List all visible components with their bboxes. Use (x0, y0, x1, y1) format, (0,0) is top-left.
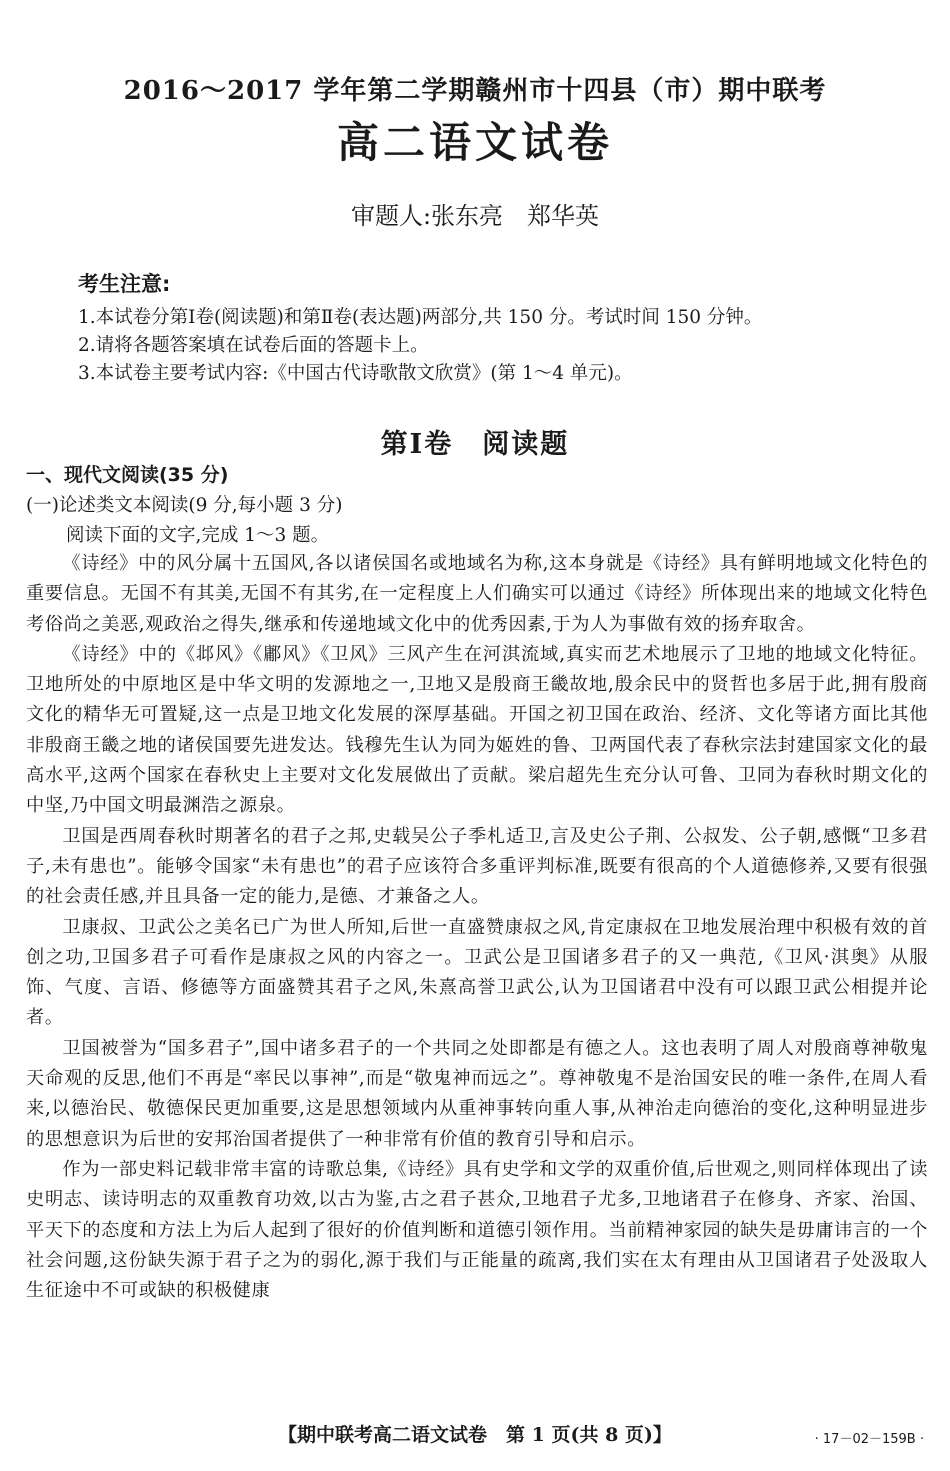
page-title: 高二语文试卷 (336, 118, 613, 167)
reviewers-line: 审题人:张东亮 郑华英 (350, 202, 600, 230)
notice-item-3: 3.本试卷主要考试内容:《中国古代诗歌散文欣赏》(第 1～4 单元)。 (78, 363, 633, 384)
candidate-notice (78, 268, 918, 388)
passage-paragraph-1: 《诗经》中的风分属十五国风,各以诸侯国名或地域名为称,这本身就是《诗经》具有鲜明地域文化特色的重要信息。无国不有其美,无国不有其劣,在一定程度上人们确实可以通过《诗经》所体现出来的地域文化特色考俗尚之美恶,观政治之得失,继承和传递地域文化中的优秀因素,于为人为事做有效的扬弃取舍。 (26, 553, 928, 635)
passage-paragraph-5: 卫国被誉为“国多君子”,国中诸多君子的一个共同之处即都是有德之人。这也表明了周人对殷商尊神敬鬼天命观的反思,他们不再是“率民以事神”,而是“敬鬼神而远之”。尊神敬鬼不是治国安民的唯一条件,在周人看来,以德治民、敬德保民更加重要,这是思想领域内从重神事转向重人事,从神治走向德治的变化,这种明显进步的思想意识为后世的安邦治国者提供了一种非常有价值的教育引导和启示。 (26, 1037, 928, 1150)
page-footer: 【期中联考高二语文试卷 第 1 页(共 8 页)】 (278, 1424, 672, 1446)
footer-code: · 17－02－159B · (814, 1432, 924, 1447)
reading-passage (26, 549, 928, 1306)
passage-paragraph-3: 卫国是西周春秋时期著名的君子之邦,史载吴公子季札适卫,言及史公子荆、公叔发、公子朝,感慨“卫多君子,未有患也”。能够令国家“未有患也”的君子应该符合多重评判标准,既要有很高的个人道德修养,又要有很强的社会责任感,并且具备一定的能力,是德、才兼备之人。 (26, 825, 928, 908)
notice-heading: 考生注意: (78, 272, 171, 296)
passage-paragraph-6: 作为一部史料记载非常丰富的诗歌总集,《诗经》具有史学和文学的双重价值,后世观之,则同样体现出了读史明志、读诗明志的双重教育功效,以古为鉴,古之君子甚众,卫地君子尤多,卫地诸君子在修身、齐家、治国、平天下的态度和方法上为后人起到了很好的价值判断和道德引领作用。当前精神家园的缺失是毋庸讳言的一个社会问题,这份缺失源于君子之为的弱化,源于我们与正能量的疏离,我们实在太有理由从卫国诸君子处汲取人生征途中不可或缺的积极健康 (26, 1158, 928, 1302)
passage-paragraph-2: 《诗经》中的《邶风》《鄘风》《卫风》三风产生在河淇流域,真实而艺术地展示了卫地的地域文化特征。卫地所处的中原地区是中华文明的发源地之一,卫地又是殷商王畿故地,殷余民中的贤哲也多居于此,拥有殷商文化的精华无可置疑,这一点是卫地文化发展的深厚基础。开国之初卫国在政治、经济、文化等诸方面比其他非殷商王畿之地的诸侯国要先进发达。钱穆先生认为同为姬姓的鲁、卫两国代表了春秋宗法封建国家文化的最高水平,这两个国家在春秋史上主要对文化发展做出了贡献。梁启超先生充分认可鲁、卫同为春秋时期文化的中坚,乃中国文明最渊浩之源泉。 (26, 643, 928, 817)
notice-item-1: 1.本试卷分第Ⅰ卷(阅读题)和第Ⅱ卷(表达题)两部分,共 150 分。考试时间 150 分钟。 (78, 307, 763, 328)
passage-paragraph-4: 卫康叔、卫武公之美名已广为世人所知,后世一直盛赞康叔之风,肯定康叔在卫地发展治理中积极有效的首创之功,卫国多君子可看作是康叔之风的内容之一。卫武公是卫国诸多君子的又一典范,《卫风·淇奥》从服饰、气度、言语、修德等方面盛赞其君子之风,朱熹高誉卫武公,认为卫国诸君中没有可以跟卫武公相提并论者。 (26, 916, 928, 1029)
part-heading: 一、现代文阅读(35 分) (26, 464, 229, 486)
notice-item-2: 2.请将各题答案填在试卷后面的答题卡上。 (78, 335, 429, 356)
subpart-heading: (一)论述类文本阅读(9 分,每小题 3 分) (26, 495, 343, 516)
section-title: 第Ⅰ卷 阅读题 (380, 429, 570, 460)
exam-header-line: 2016～2017 学年第二学期赣州市十四县（市）期中联考 (123, 76, 827, 106)
reading-instruction: 阅读下面的文字,完成 1～3 题。 (66, 525, 330, 546)
